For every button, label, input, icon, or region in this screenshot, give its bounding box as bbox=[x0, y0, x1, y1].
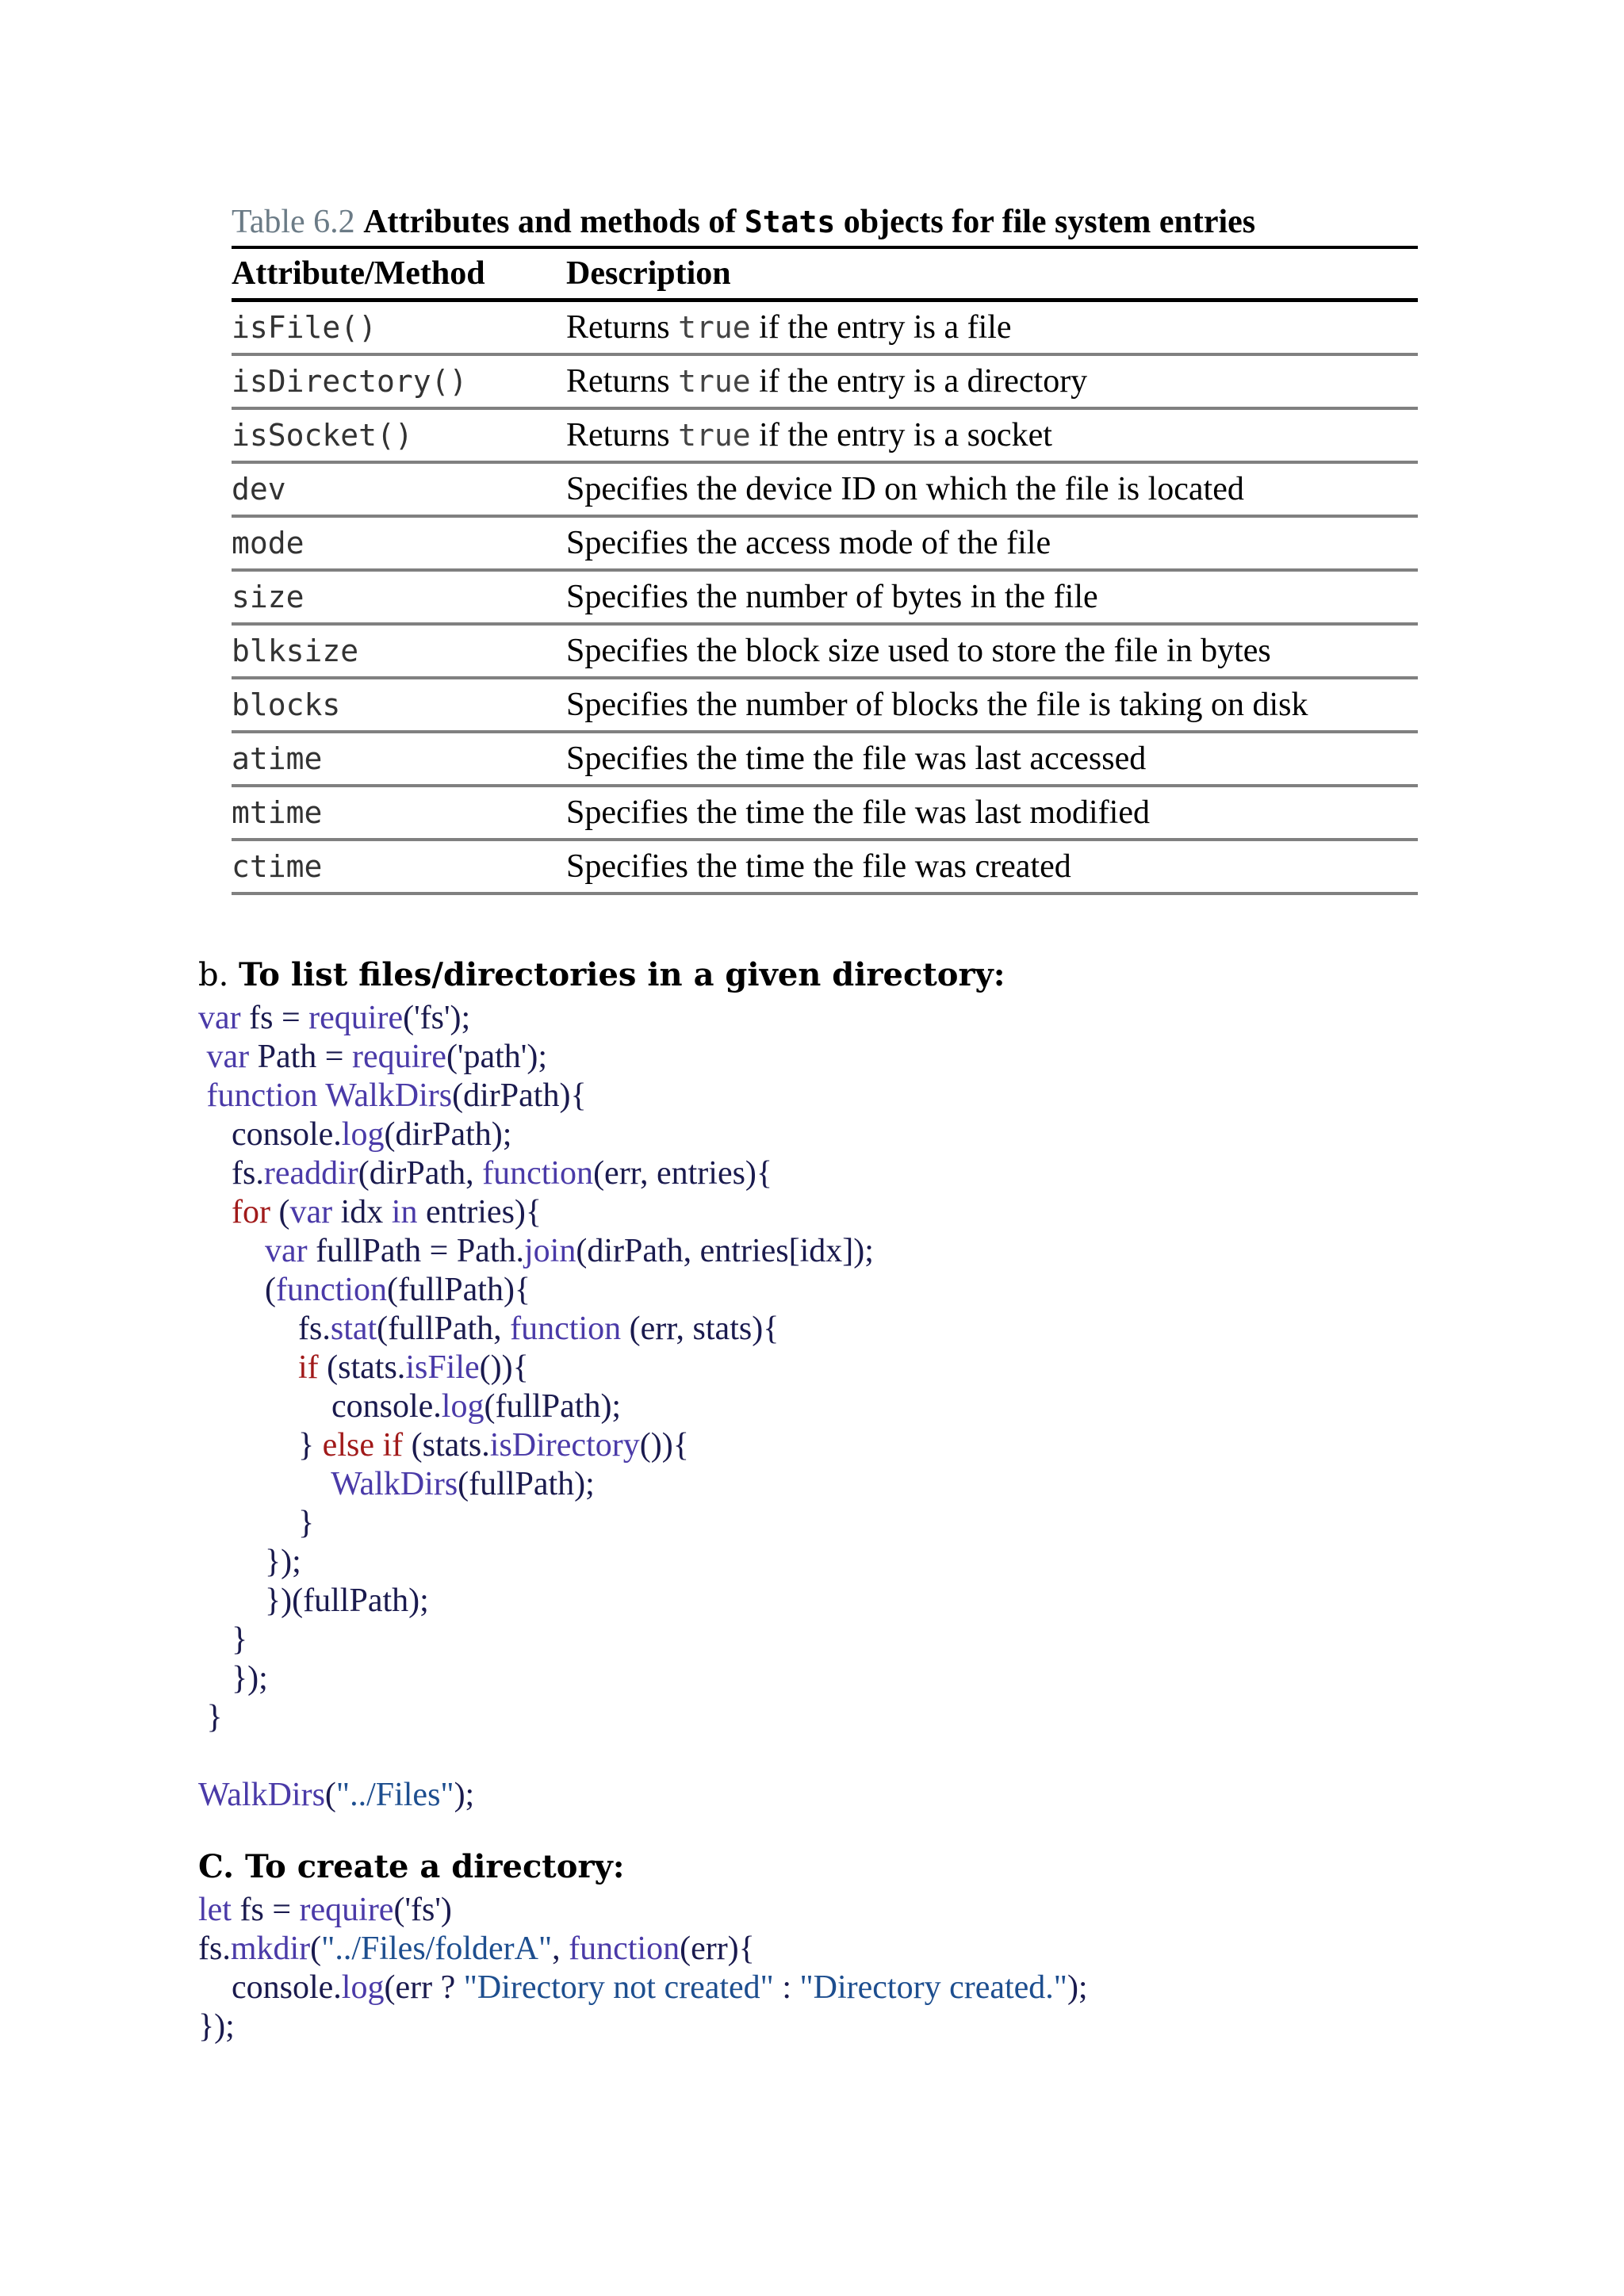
code-line: function WalkDirs(dirPath){ bbox=[206, 1077, 587, 1114]
stats-table bbox=[232, 246, 1418, 895]
attr-cell: dev bbox=[232, 462, 566, 516]
table-row bbox=[232, 462, 1418, 516]
desc-cell: Specifies the time the file was created bbox=[566, 840, 1418, 894]
code-line bbox=[198, 1737, 874, 1776]
code-line: let fs = require('fs') bbox=[198, 1892, 452, 1928]
desc-cell: Specifies the number of bytes in the file bbox=[566, 570, 1418, 624]
stats-table-block bbox=[232, 198, 1418, 895]
table-row bbox=[232, 570, 1418, 624]
code-line: }); bbox=[198, 1660, 268, 1697]
code-line: console.log(dirPath); bbox=[198, 1116, 512, 1153]
header-description: Description bbox=[566, 255, 731, 292]
code-line: } bbox=[198, 1699, 223, 1735]
table-row bbox=[232, 732, 1418, 786]
code-line: var fullPath = Path.join(dirPath, entries[idx]); bbox=[265, 1233, 874, 1269]
code-line: } bbox=[198, 1621, 248, 1658]
desc-cell: Specifies the time the file was last modified bbox=[566, 786, 1418, 840]
desc-cell: Returns true if the entry is a socket bbox=[566, 408, 1418, 462]
desc-cell: Specifies the time the file was last accessed bbox=[566, 732, 1418, 786]
code-line: console.log(err ? "Directory not created" : "Directory created."); bbox=[198, 1969, 1088, 2006]
table-header-row bbox=[232, 247, 1418, 300]
code-block-mkdir bbox=[198, 1891, 1088, 2046]
code-line: fs.readdir(dirPath, function(err, entries){ bbox=[198, 1155, 773, 1192]
attr-cell: blocks bbox=[232, 678, 566, 732]
desc-cell: Specifies the access mode of the file bbox=[566, 516, 1418, 570]
attr-cell: isFile() bbox=[232, 300, 566, 355]
code-line: if (stats.isFile()){ bbox=[298, 1349, 529, 1386]
section-c-title: C. To create a directory: bbox=[198, 1848, 625, 1885]
desc-cell: Specifies the device ID on which the file is located bbox=[566, 462, 1418, 516]
code-line: var Path = require('path'); bbox=[206, 1039, 548, 1075]
desc-cell: Returns true if the entry is a file bbox=[566, 300, 1418, 355]
section-b-label: b. bbox=[198, 957, 229, 993]
section-b-heading bbox=[198, 956, 1005, 993]
table-row bbox=[232, 786, 1418, 840]
attr-cell: blksize bbox=[232, 624, 566, 678]
desc-cell: Specifies the number of blocks the file is taking on disk bbox=[566, 678, 1418, 732]
section-c-heading bbox=[198, 1848, 625, 1885]
table-row bbox=[232, 624, 1418, 678]
code-line: WalkDirs(fullPath); bbox=[331, 1466, 595, 1502]
code-line: (function(fullPath){ bbox=[198, 1272, 531, 1308]
attr-cell: mtime bbox=[232, 786, 566, 840]
attr-cell: atime bbox=[232, 732, 566, 786]
code-line: }); bbox=[198, 2008, 235, 2045]
code-block-list-dirs bbox=[198, 999, 874, 1815]
code-line: console.log(fullPath); bbox=[198, 1388, 622, 1425]
header-attribute: Attribute/Method bbox=[232, 255, 485, 292]
table-row bbox=[232, 354, 1418, 408]
attr-cell: ctime bbox=[232, 840, 566, 894]
code-line: fs.stat(fullPath, function (err, stats){ bbox=[198, 1311, 779, 1347]
code-line: for (var idx in entries){ bbox=[232, 1194, 542, 1230]
attr-cell: size bbox=[232, 570, 566, 624]
code-line: var fs = require('fs'); bbox=[198, 1000, 471, 1036]
code-line: })(fullPath); bbox=[198, 1582, 429, 1619]
table-caption bbox=[232, 198, 1418, 246]
desc-cell: Specifies the block size used to store the file in bytes bbox=[566, 624, 1418, 678]
caption-code: Stats bbox=[744, 205, 836, 239]
code-line: fs.mkdir("../Files/folderA", function(err){ bbox=[198, 1931, 755, 1967]
table-row bbox=[232, 408, 1418, 462]
table-row bbox=[232, 300, 1418, 355]
desc-cell: Returns true if the entry is a directory bbox=[566, 354, 1418, 408]
caption-text-pre: Attributes and methods of bbox=[363, 204, 737, 240]
code-line: }); bbox=[198, 1544, 301, 1580]
table-row bbox=[232, 678, 1418, 732]
section-b-title: To list files/directories in a given directory: bbox=[239, 956, 1005, 993]
code-line: } else if (stats.isDirectory()){ bbox=[198, 1427, 689, 1464]
attr-cell: mode bbox=[232, 516, 566, 570]
caption-text-post: objects for file system entries bbox=[843, 204, 1256, 240]
code-line: WalkDirs("../Files"); bbox=[198, 1777, 475, 1813]
table-row bbox=[232, 840, 1418, 894]
attr-cell: isSocket() bbox=[232, 408, 566, 462]
table-row bbox=[232, 516, 1418, 570]
code-line: } bbox=[198, 1505, 315, 1541]
table-number: Table 6.2 bbox=[232, 204, 355, 240]
attr-cell: isDirectory() bbox=[232, 354, 566, 408]
